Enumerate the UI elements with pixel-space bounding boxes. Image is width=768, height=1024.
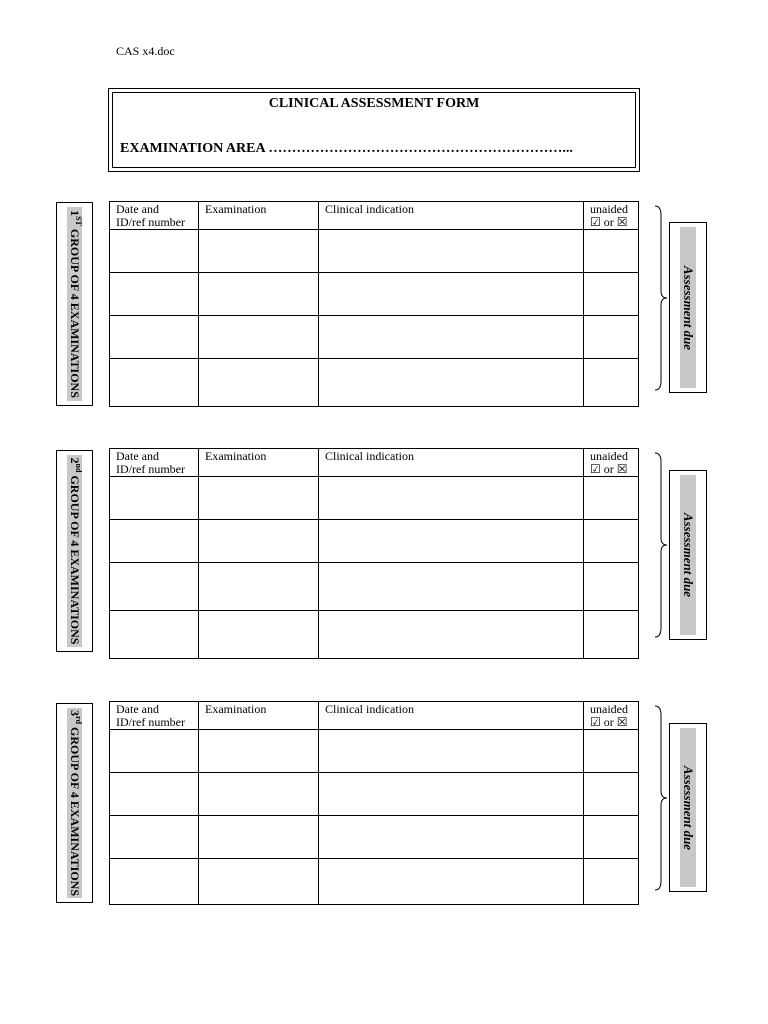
date-cell[interactable] (110, 816, 199, 859)
table-row (110, 230, 639, 273)
unaided-column-header: unaided ☑ or ☒ (584, 449, 639, 477)
examination-cell[interactable] (199, 316, 319, 359)
examination-column-header: Examination (199, 449, 319, 477)
unaided-column-header: unaided ☑ or ☒ (584, 202, 639, 230)
form-header (108, 88, 640, 172)
group-3-table (109, 701, 639, 905)
date-cell[interactable] (110, 273, 199, 316)
table-row (110, 611, 639, 659)
group-2-assessment-due: Assessment due (669, 470, 707, 640)
examination-cell[interactable] (199, 520, 319, 563)
indication-cell[interactable] (319, 520, 584, 563)
table-row (110, 563, 639, 611)
unaided-cell[interactable] (584, 859, 639, 905)
table-row (110, 520, 639, 563)
clinical-indication-column-header: Clinical indication (319, 449, 584, 477)
clinical-indication-column-header: Clinical indication (319, 702, 584, 730)
table-row (110, 730, 639, 773)
date-id-column-header: Date and ID/ref number (110, 702, 199, 730)
examination-column-header: Examination (199, 702, 319, 730)
indication-cell[interactable] (319, 611, 584, 659)
indication-cell[interactable] (319, 773, 584, 816)
table-header-row (110, 449, 639, 477)
examination-cell[interactable] (199, 359, 319, 407)
examination-column-header: Examination (199, 202, 319, 230)
unaided-cell[interactable] (584, 816, 639, 859)
unaided-cell[interactable] (584, 611, 639, 659)
unaided-cell[interactable] (584, 477, 639, 520)
table-row (110, 859, 639, 905)
table-row (110, 773, 639, 816)
examination-cell[interactable] (199, 230, 319, 273)
group-1-assessment-due: Assessment due (669, 222, 707, 393)
date-id-column-header: Date and ID/ref number (110, 202, 199, 230)
examination-cell[interactable] (199, 273, 319, 316)
examination-cell[interactable] (199, 563, 319, 611)
indication-cell[interactable] (319, 816, 584, 859)
unaided-cell[interactable] (584, 273, 639, 316)
table-row (110, 359, 639, 407)
date-cell[interactable] (110, 773, 199, 816)
date-cell[interactable] (110, 230, 199, 273)
group-1-brace (654, 205, 668, 391)
table-header-row (110, 202, 639, 230)
date-cell[interactable] (110, 359, 199, 407)
indication-cell[interactable] (319, 316, 584, 359)
examination-cell[interactable] (199, 816, 319, 859)
date-cell[interactable] (110, 477, 199, 520)
table-header-row (110, 702, 639, 730)
unaided-cell[interactable] (584, 773, 639, 816)
indication-cell[interactable] (319, 230, 584, 273)
unaided-cell[interactable] (584, 359, 639, 407)
table-row (110, 273, 639, 316)
group-3-assessment-due: Assessment due (669, 723, 707, 892)
group-1-table (109, 201, 639, 407)
document-filename: CAS x4.doc (116, 44, 175, 58)
date-cell[interactable] (110, 316, 199, 359)
unaided-cell[interactable] (584, 563, 639, 611)
date-cell[interactable] (110, 859, 199, 905)
table-row (110, 816, 639, 859)
form-title: CLINICAL ASSESSMENT FORM (268, 96, 480, 111)
table-row (110, 477, 639, 520)
unaided-cell[interactable] (584, 730, 639, 773)
group-3-label: 3rd GROUP OF 4 EXAMINATIONS (56, 703, 93, 903)
examination-cell[interactable] (199, 730, 319, 773)
examination-cell[interactable] (199, 477, 319, 520)
examination-cell[interactable] (199, 611, 319, 659)
unaided-column-header: unaided ☑ or ☒ (584, 702, 639, 730)
group-2-table (109, 448, 639, 659)
date-cell[interactable] (110, 563, 199, 611)
group-2-brace (654, 452, 668, 638)
group-1-label: 1ST GROUP OF 4 EXAMINATIONS (56, 202, 93, 406)
table-row (110, 316, 639, 359)
date-cell[interactable] (110, 611, 199, 659)
examination-cell[interactable] (199, 859, 319, 905)
indication-cell[interactable] (319, 859, 584, 905)
group-2-label: 2nd GROUP OF 4 EXAMINATIONS (56, 450, 93, 652)
examination-cell[interactable] (199, 773, 319, 816)
group-3-brace (654, 705, 668, 891)
date-cell[interactable] (110, 730, 199, 773)
unaided-cell[interactable] (584, 230, 639, 273)
date-id-column-header: Date and ID/ref number (110, 449, 199, 477)
indication-cell[interactable] (319, 273, 584, 316)
indication-cell[interactable] (319, 477, 584, 520)
clinical-indication-column-header: Clinical indication (319, 202, 584, 230)
unaided-cell[interactable] (584, 520, 639, 563)
date-cell[interactable] (110, 520, 199, 563)
indication-cell[interactable] (319, 359, 584, 407)
examination-area-field[interactable]: EXAMINATION AREA ………………………………………………………... (120, 141, 573, 156)
unaided-cell[interactable] (584, 316, 639, 359)
indication-cell[interactable] (319, 563, 584, 611)
indication-cell[interactable] (319, 730, 584, 773)
